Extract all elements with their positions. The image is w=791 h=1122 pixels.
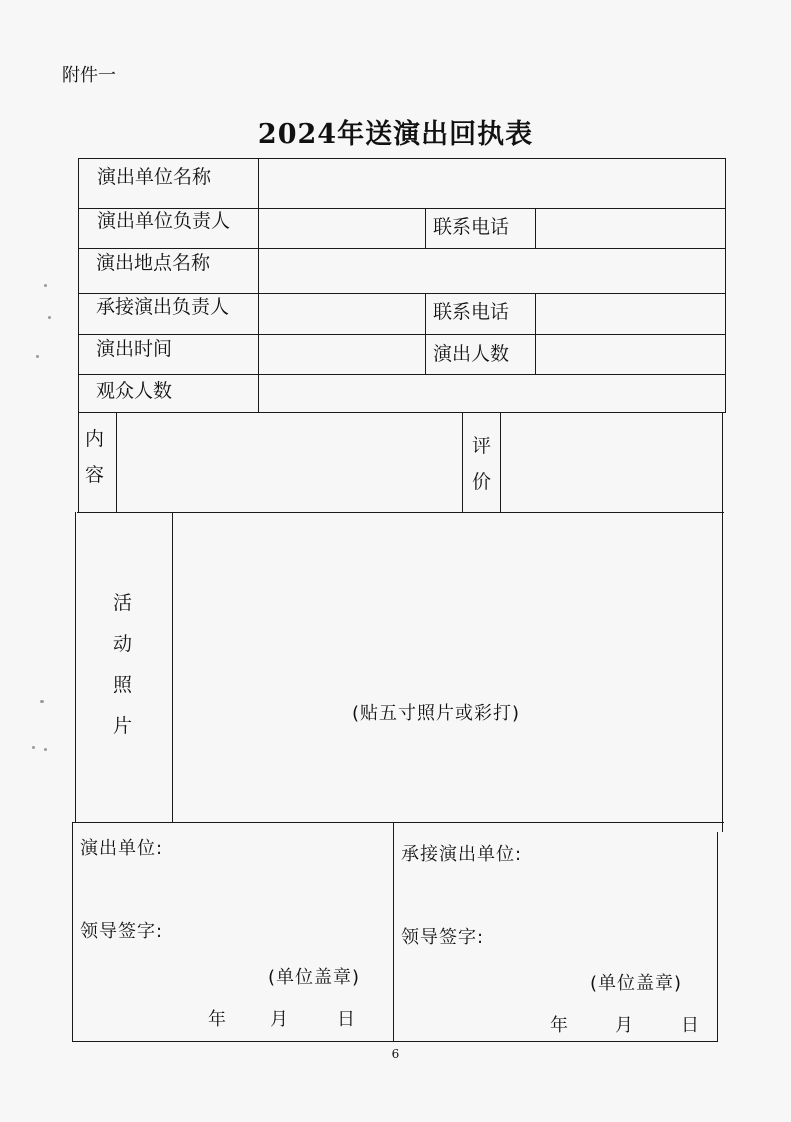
activity-photo-label: 活 动 照 片: [113, 592, 133, 737]
photo-placeholder-note: (贴五寸照片或彩打): [352, 703, 521, 724]
content-label: 内 容: [85, 428, 105, 486]
phone-label: 联系电话: [433, 301, 510, 323]
page-title: 2024年送演出回执表: [257, 119, 534, 150]
evaluation-label: 评 价: [472, 435, 492, 493]
org-name-label: 演出单位名称: [97, 166, 212, 188]
host-unit-label: 承接演出单位:: [401, 844, 523, 865]
org-leader-label: 演出单位负责人: [97, 210, 231, 232]
year-label: 年: [208, 1009, 227, 1030]
unit-seal-label: (单位盖章): [590, 973, 683, 994]
time-label: 演出时间: [96, 338, 173, 360]
phone-label: 联系电话: [433, 216, 510, 238]
audience-label: 观众人数: [96, 380, 173, 402]
host-leader-label: 承接演出负责人: [96, 296, 230, 318]
month-label: 月: [615, 1015, 634, 1036]
unit-seal-label: (单位盖章): [268, 967, 361, 988]
page-number: 6: [391, 1047, 400, 1061]
day-label: 日: [681, 1015, 700, 1036]
month-label: 月: [270, 1009, 289, 1030]
scan-mark: [44, 284, 47, 287]
year-label: 年: [550, 1015, 569, 1036]
annex-label: 附件一: [62, 65, 116, 86]
performers-label: 演出人数: [433, 343, 510, 365]
leader-signature-label: 领导签字:: [401, 927, 485, 948]
scan-mark: [40, 700, 44, 703]
performing-unit-label: 演出单位:: [80, 838, 164, 859]
day-label: 日: [337, 1009, 356, 1030]
venue-label: 演出地点名称: [96, 252, 211, 274]
scan-mark: [36, 355, 39, 358]
leader-signature-label: 领导签字:: [80, 921, 164, 942]
scan-mark: [44, 748, 47, 751]
scan-mark: [48, 316, 51, 319]
scan-mark: [32, 746, 35, 749]
